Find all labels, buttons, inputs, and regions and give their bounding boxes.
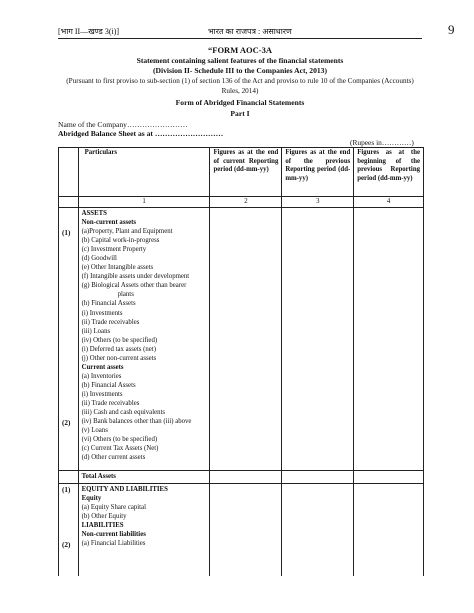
header-beginning-previous-period: Figures as at the beginning of the previous Reporting period (dd-mm-yy) (354, 148, 424, 197)
row-marker: (2) (62, 419, 71, 427)
line-item: (a) Financial Liabilities (81, 540, 146, 548)
equity-heading: Equity (81, 495, 102, 503)
beginning-period-cell (354, 208, 424, 471)
line-item: (d) Goodwill (81, 255, 117, 263)
assets-particulars (78, 208, 210, 471)
noncurrent-assets-heading: Non-current assets (81, 219, 137, 227)
line-item: (a)Property, Plant and Equipment (81, 228, 173, 236)
total-assets-label-cell (78, 471, 210, 484)
liabilities-heading: LIABILITIES (81, 522, 124, 530)
row-marker: (2) (62, 541, 71, 549)
header-rule (58, 38, 422, 39)
line-item: (g) Biological Assets other than bearer (81, 282, 187, 290)
equity-previous-cell (282, 484, 354, 577)
header-section-label: [भाग II—खण्ड 3(i)] (58, 27, 120, 36)
line-item: (ii) Trade receivables (81, 318, 140, 326)
line-item: (iv) Others (to be specified) (81, 336, 158, 344)
line-item: (iv) Bank balances other than (iii) above (81, 418, 192, 426)
total-assets-label: Total Assets (81, 473, 116, 480)
row-marker: (1) (62, 486, 71, 494)
total-marker-cell (59, 471, 79, 484)
line-item: (i) Investments (81, 309, 123, 317)
header-particulars: Particulars (78, 148, 210, 197)
line-item: (a) Inventories (81, 372, 122, 380)
equity-current-cell (210, 484, 282, 577)
form-heading: Form of Abridged Financial Statements (175, 98, 305, 107)
line-item: (i) Investments (81, 390, 123, 398)
line-item: (b) Capital work-in-progress (81, 237, 160, 245)
line-item-continuation: plants (117, 291, 134, 299)
line-item: (a) Equity Share capital (81, 504, 146, 512)
previous-period-cell (282, 208, 354, 471)
header-previous-period: Figures as at the end of the previous Reporting period (dd-mm-yy) (282, 148, 354, 197)
line-item: (f) Intangible assets under development (81, 273, 190, 281)
total-assets-row (59, 471, 424, 484)
line-item: (i) Deferred tax assets (net) (81, 345, 156, 353)
assets-heading: ASSETS (81, 210, 107, 217)
table-header-row (59, 148, 424, 197)
form-division: (Division II- Schedule III to the Companies Act, 2013) (152, 66, 328, 75)
header-gazette-title: भारत का राजपत्र : असाधारण (208, 27, 292, 36)
page-number: 9 (448, 22, 455, 37)
number-cell-blank (59, 197, 79, 208)
noncurrent-liabilities-heading: Non-current liabilities (81, 531, 146, 539)
equity-liabilities-heading: EQUITY AND LIABILITIES (81, 486, 168, 493)
current-period-cell (210, 208, 282, 471)
equity-beginning-cell (354, 484, 424, 577)
line-item: (iii) Loans (81, 327, 111, 335)
assets-marker-cell (59, 208, 79, 471)
assets-row (59, 208, 424, 471)
line-item: (j) Other non-current assets (81, 354, 157, 362)
line-item: (iii) Cash and cash equivalents (81, 409, 166, 417)
equity-liabilities-row (59, 484, 424, 577)
line-item: (c) Investment Property (81, 246, 147, 254)
line-item: (v) Loans (81, 427, 108, 435)
total-beginning-cell (354, 471, 424, 484)
column-number: 3 (282, 197, 354, 208)
form-title: “FORM AOC-3A (208, 45, 272, 55)
form-part: Part I (230, 109, 250, 118)
header-current-period: Figures as at the end of current Reporting period (dd-mm-yy) (210, 148, 282, 197)
line-item: (d) Other current assets (81, 454, 146, 462)
equity-marker-cell (59, 484, 79, 577)
current-assets-heading: Current assets (81, 363, 124, 371)
column-number-row (59, 197, 424, 208)
equity-particulars (78, 484, 210, 577)
balance-sheet-date-line: Abridged Balance Sheet as at ……………………… (58, 129, 224, 138)
header-cell-blank (59, 148, 79, 197)
row-marker: (1) (62, 229, 71, 237)
balance-sheet-table (58, 147, 424, 576)
line-item: (ii) Trade receivables (81, 399, 140, 407)
line-item: (b) Other Equity (81, 513, 127, 521)
form-pursuant-note: (Pursuant to first proviso to sub-section (1) of section 136 of the Act and proviso to rule 10 of the Companies (Accounts) Rules, 2014) (66, 77, 414, 95)
rupees-unit-note: (Rupees in…………) (350, 138, 414, 147)
total-previous-cell (282, 471, 354, 484)
column-number: 1 (78, 197, 210, 208)
line-item: (vi) Others (to be specified) (81, 436, 158, 444)
line-item: (c) Current Tax Assets (Net) (81, 445, 159, 453)
page-header (0, 0, 474, 40)
form-subtitle: Statement containing salient features of the financial statements (136, 56, 344, 65)
line-item: (h) Financial Assets (81, 300, 136, 308)
company-name-line: Name of the Company…………………… (58, 120, 188, 129)
line-item: (b) Financial Assets (81, 381, 136, 389)
column-number: 4 (354, 197, 424, 208)
column-number: 2 (210, 197, 282, 208)
total-current-cell (210, 471, 282, 484)
line-item: (e) Other Intangible assets (81, 264, 154, 272)
